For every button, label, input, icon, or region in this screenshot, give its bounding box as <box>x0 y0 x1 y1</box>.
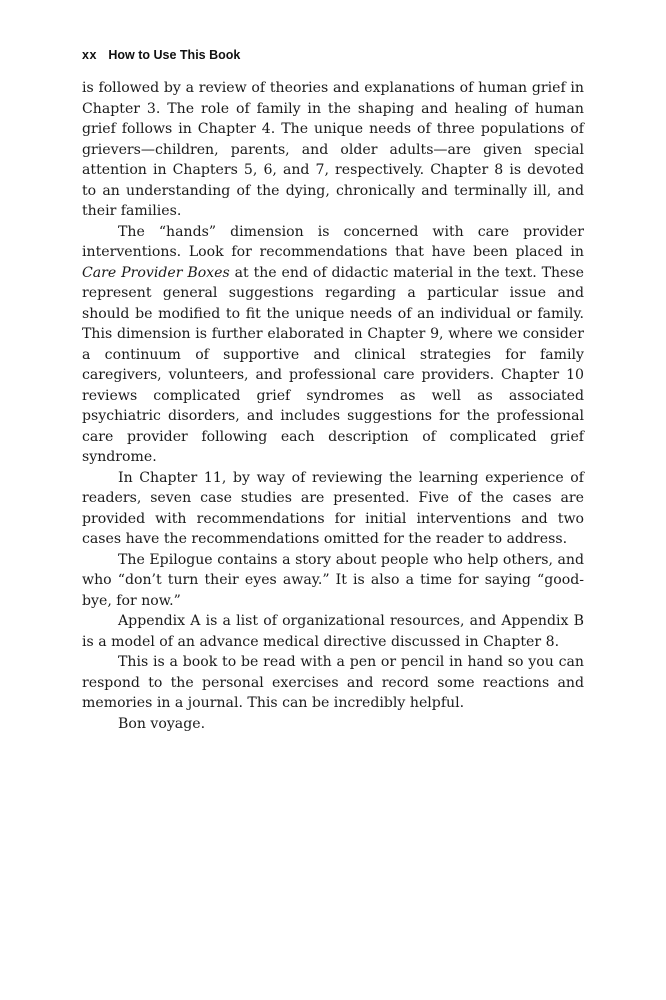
care-provider-boxes-term: Care Provider Boxes <box>82 264 230 281</box>
book-page <box>82 48 584 734</box>
paragraph-bon-voyage: Bon voyage. <box>118 715 206 732</box>
paragraph-epilogue: The Epilogue contains a story about people who help others, and who “don’t turn their eyes away.” It is also a time for saying “good-bye, for now.” <box>82 551 584 609</box>
paragraph-journal: This is a book to be read with a pen or pencil in hand so you can respond to the personal exercises and record some reactions and memories in a journal. This can be incredibly helpful. <box>82 654 584 711</box>
paragraph-hands-dimension-rest: at the end of didactic material in the text. These represent general suggestions regarding a particular issue and should be modified to fit the unique needs of an individual or family. This dimension is further elaborated in Chapter 9, where we consider a continuum of supportive and clinical strategies for family caregivers, volunteers, and professional care providers. Chapter 10 reviews complicated grief syndromes as well as associated psychiatric disorders, and includes suggestions for the professional care provider following each description of complicated grief syndrome. <box>82 264 584 465</box>
body-text <box>82 78 584 734</box>
running-head-title: How to Use This Book <box>108 48 241 62</box>
paragraph-hands-dimension <box>82 222 584 468</box>
running-head <box>82 48 584 68</box>
paragraph-hands-dimension-lead: The “hands” dimension is concerned with care provider interventions. Look for recommendations that have been placed in <box>82 223 584 260</box>
page-number: xx <box>82 48 97 62</box>
paragraph-appendices: Appendix A is a list of organizational resources, and Appendix B is a model of an advance medical directive discussed in Chapter 8. <box>82 613 584 650</box>
paragraph-continued: is followed by a review of theories and explanations of human grief in Chapter 3. The role of family in the shaping and healing of human grief follows in Chapter 4. The unique needs of three populations of grievers—children, parents, and older adults—are given special attention in Chapters 5, 6, and 7, respectively. Chapter 8 is devoted to an understanding of the dying, chronically and terminally ill, and their families. <box>82 80 584 219</box>
paragraph-case-studies: In Chapter 11, by way of reviewing the learning experience of readers, seven case studies are presented. Five of the cases are provided with recommendations for initial interventions and two cases have the recommendations omitted for the reader to address. <box>82 469 584 547</box>
